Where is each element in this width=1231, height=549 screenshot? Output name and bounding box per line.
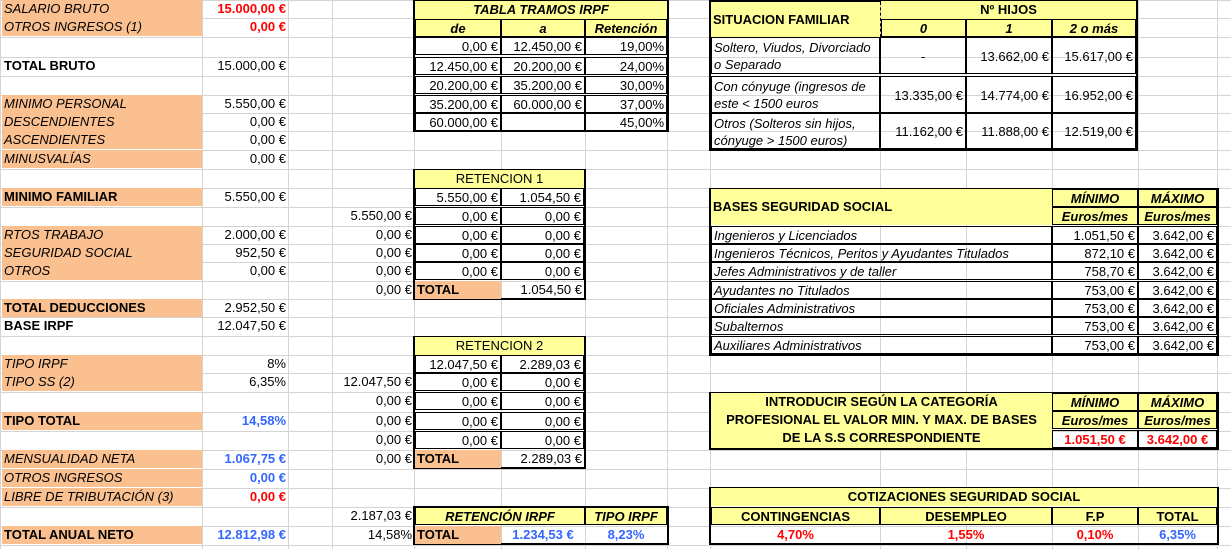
tramos-row-retencion: 19,00% bbox=[585, 37, 667, 55]
tramos-header-a: a bbox=[501, 19, 585, 37]
tramos-row-a: 12.450,00 € bbox=[501, 37, 585, 55]
tramos-row-a: 60.000,00 € bbox=[501, 95, 585, 113]
ascendientes-label: ASCENDIENTES bbox=[2, 131, 202, 149]
minusvalias-label: MINUSVALÍAS bbox=[2, 150, 202, 168]
intermediate-cell: 0,00 € bbox=[375, 263, 412, 278]
bases-row-max: 3.642,00 € bbox=[1138, 336, 1217, 354]
intermediate-cell: 5.550,00 € bbox=[350, 208, 412, 223]
tipo-ss-value: 6,35% bbox=[249, 374, 286, 389]
mensualidad-neta-label: MENSUALIDAD NETA bbox=[2, 450, 202, 468]
bases-row-min: 753,00 € bbox=[1052, 299, 1138, 317]
cotizaciones-header-total: TOTAL bbox=[1138, 507, 1217, 525]
bases-row-category: Auxiliares Administrativos bbox=[711, 336, 1052, 354]
libre-tributacion-value[interactable]: 0,00 € bbox=[249, 489, 286, 504]
retencion1-row-base: 0,00 € bbox=[415, 244, 501, 262]
salario-bruto-label: SALARIO BRUTO bbox=[2, 0, 202, 18]
tramos-header-de: de bbox=[415, 19, 501, 37]
cotizaciones-desempleo-value: 1,55% bbox=[947, 527, 985, 542]
bases-row-max: 3.642,00 € bbox=[1138, 262, 1217, 280]
cotizaciones-total-value: 6,35% bbox=[1159, 527, 1196, 542]
otros-ingresos2-label: OTROS INGRESOS bbox=[2, 469, 202, 487]
tramos-title: TABLA TRAMOS IRPF bbox=[415, 1, 667, 19]
resumen-tipo-value: 8,23% bbox=[607, 527, 645, 542]
retencion2-row-cuota: 0,00 € bbox=[501, 392, 584, 410]
mensualidad-neta-value: 1.067,75 € bbox=[224, 451, 286, 466]
retencion1-row-cuota: 0,00 € bbox=[501, 244, 584, 262]
cotizaciones-header-fp: F.P bbox=[1052, 507, 1138, 525]
bases-row-category: Subalternos bbox=[711, 317, 1052, 335]
cotizaciones-fp-value: 0,10% bbox=[1076, 527, 1114, 542]
resumen-header-retencion: RETENCIÓN IRPF bbox=[415, 507, 585, 525]
retencion1-row-base: 0,00 € bbox=[415, 262, 501, 280]
minimo-familiar-label: MINIMO FAMILIAR bbox=[2, 188, 202, 206]
familiar-title: SITUACION FAMILIAR bbox=[711, 2, 880, 37]
introducir-unit-max: Euros/mes bbox=[1138, 411, 1217, 429]
cotizaciones-header-desempleo: DESEMPLEO bbox=[880, 507, 1052, 525]
bases-row-max: 3.642,00 € bbox=[1138, 299, 1217, 317]
bases-row-category: Jefes Administrativos y de taller bbox=[711, 262, 1052, 280]
bases-row-max: 3.642,00 € bbox=[1138, 244, 1217, 262]
otros-ingresos-label: OTROS INGRESOS (1) bbox=[2, 18, 202, 36]
tipo-total-label: TIPO TOTAL bbox=[2, 412, 202, 430]
otros-value: 0,00 € bbox=[249, 263, 286, 278]
otros-ingresos-value[interactable]: 0,00 € bbox=[249, 19, 286, 34]
bases-row-min: 872,10 € bbox=[1052, 244, 1138, 262]
introducir-header-min: MÍNIMO bbox=[1052, 393, 1138, 411]
retencion2-row-base: 12.047,50 € bbox=[415, 355, 501, 373]
intermediate-cell: 0,00 € bbox=[375, 245, 412, 260]
rtos-trabajo-value: 2.000,00 € bbox=[224, 227, 286, 242]
total-anual-neto-value: 12.812,98 € bbox=[217, 527, 286, 542]
familiar-row-value: 11.888,00 € bbox=[966, 113, 1052, 149]
retencion2-row-base: 0,00 € bbox=[415, 373, 501, 391]
intermediate-cell: 14,58% bbox=[367, 527, 412, 542]
bases-row-category: Ingenieros Técnicos, Peritos y Ayudantes Titulados bbox=[711, 244, 1052, 262]
cotizaciones-contingencias-value: 4,70% bbox=[777, 527, 814, 542]
intermediate-cell: 0,00 € bbox=[375, 413, 412, 428]
familiar-row-label: Con cónyuge (ingresos de este < 1500 euros bbox=[711, 76, 880, 113]
retencion1-row-base: 0,00 € bbox=[415, 207, 501, 225]
familiar-hijos-header: Nº HIJOS bbox=[881, 1, 1136, 19]
total-bruto-label: TOTAL BRUTO bbox=[4, 58, 96, 73]
total-deducciones-label: TOTAL DEDUCCIONES bbox=[2, 299, 202, 317]
intermediate-cell: 2.187,03 € bbox=[350, 508, 412, 523]
familiar-col-0: 0 bbox=[881, 19, 966, 37]
bases-row-category: Ayudantes no Titulados bbox=[711, 281, 1052, 299]
resumen-header-tipo: TIPO IRPF bbox=[585, 507, 667, 525]
retencion2-row-base: 0,00 € bbox=[415, 412, 501, 430]
introducir-text bbox=[711, 393, 1052, 448]
bases-unit-min: Euros/mes bbox=[1052, 207, 1138, 225]
familiar-row-label: Otros (Solteros sin hijos, cónyuge > 1500 euros) bbox=[711, 113, 880, 149]
ascendientes-value: 0,00 € bbox=[249, 132, 286, 147]
tramos-row-retencion: 37,00% bbox=[585, 95, 667, 113]
tramos-row-de: 60.000,00 € bbox=[415, 113, 501, 131]
tramos-row-a bbox=[501, 113, 585, 131]
retencion2-row-base: 0,00 € bbox=[415, 392, 501, 410]
bases-row-category: Ingenieros y Licenciados bbox=[711, 226, 1052, 244]
bases-row-min: 753,00 € bbox=[1052, 281, 1138, 299]
familiar-row-value: 15.617,00 € bbox=[1052, 37, 1136, 74]
bases-row-category: Oficiales Administrativos bbox=[711, 299, 1052, 317]
familiar-row-value: 11.162,00 € bbox=[880, 113, 966, 149]
descendientes-label: DESCENDIENTES bbox=[2, 113, 202, 131]
retencion1-row-cuota: 0,00 € bbox=[501, 262, 584, 280]
otros-label: OTROS bbox=[2, 262, 202, 280]
seguridad-social-label: SEGURIDAD SOCIAL bbox=[2, 244, 202, 262]
intermediate-cell: 12.047,50 € bbox=[343, 374, 412, 389]
tramos-row-retencion: 30,00% bbox=[585, 76, 667, 94]
cotizaciones-title: COTIZACIONES SEGURIDAD SOCIAL bbox=[711, 488, 1217, 506]
retencion1-row-base: 5.550,00 € bbox=[415, 188, 501, 206]
cotizaciones-header-contingencias: CONTINGENCIAS bbox=[711, 507, 880, 525]
bases-title: BASES SEGURIDAD SOCIAL bbox=[711, 189, 1052, 225]
familiar-row-value: 16.952,00 € bbox=[1052, 76, 1136, 113]
introducir-line1: INTRODUCIR SEGÚN LA CATEGORÍA bbox=[765, 394, 998, 409]
total-anual-neto-label: TOTAL ANUAL NETO bbox=[2, 526, 202, 544]
minimo-personal-value: 5.550,00 € bbox=[224, 96, 286, 111]
tipo-ss-label: TIPO SS (2) bbox=[2, 373, 202, 391]
resumen-total-label: TOTAL bbox=[415, 526, 501, 544]
intermediate-cell: 0,00 € bbox=[375, 227, 412, 242]
bases-header-max: MÁXIMO bbox=[1138, 189, 1217, 207]
bases-row-min: 753,00 € bbox=[1052, 336, 1138, 354]
bases-row-max: 3.642,00 € bbox=[1138, 226, 1217, 244]
retencion2-row-base: 0,00 € bbox=[415, 431, 501, 449]
familiar-row-value: 12.519,00 € bbox=[1052, 113, 1136, 149]
tipo-total-value: 14,58% bbox=[241, 413, 286, 428]
tramos-row-a: 20.200,00 € bbox=[501, 57, 585, 75]
retencion2-title: RETENCION 2 bbox=[415, 337, 584, 355]
total-deducciones-value: 2.952,50 € bbox=[224, 300, 286, 315]
familiar-row-value: - bbox=[880, 37, 966, 74]
intermediate-cell: 0,00 € bbox=[375, 451, 412, 466]
introducir-min-input[interactable]: 1.051,50 € bbox=[1052, 430, 1138, 448]
retencion1-row-cuota: 0,00 € bbox=[501, 226, 584, 244]
retencion2-total-label: TOTAL bbox=[415, 450, 501, 468]
tramos-row-retencion: 45,00% bbox=[585, 113, 667, 131]
retencion1-row-cuota: 0,00 € bbox=[501, 207, 584, 225]
introducir-max-input[interactable]: 3.642,00 € bbox=[1138, 430, 1217, 448]
familiar-col-1: 1 bbox=[966, 19, 1052, 37]
resumen-retencion-value: 1.234,53 € bbox=[512, 527, 574, 542]
familiar-row-value: 13.662,00 € bbox=[966, 37, 1052, 74]
tramos-row-retencion: 24,00% bbox=[585, 57, 667, 75]
introducir-line2: PROFESIONAL EL VALOR MIN. Y MAX. DE BASES bbox=[726, 412, 1037, 427]
introducir-unit-min: Euros/mes bbox=[1052, 411, 1138, 429]
retencion1-total-value: 1.054,50 € bbox=[520, 282, 582, 297]
intermediate-cell: 0,00 € bbox=[375, 282, 412, 297]
tramos-row-de: 20.200,00 € bbox=[415, 76, 501, 94]
introducir-header-max: MÁXIMO bbox=[1138, 393, 1217, 411]
bases-row-max: 3.642,00 € bbox=[1138, 317, 1217, 335]
familiar-row-value: 14.774,00 € bbox=[966, 76, 1052, 113]
bases-row-max: 3.642,00 € bbox=[1138, 281, 1217, 299]
retencion1-row-cuota: 1.054,50 € bbox=[501, 188, 584, 206]
bases-row-min: 1.051,50 € bbox=[1052, 226, 1138, 244]
retencion2-row-cuota: 0,00 € bbox=[501, 412, 584, 430]
retencion1-row-base: 0,00 € bbox=[415, 226, 501, 244]
rtos-trabajo-label: RTOS TRABAJO bbox=[2, 226, 202, 244]
minimo-familiar-value: 5.550,00 € bbox=[224, 189, 286, 204]
bases-row-min: 758,70 € bbox=[1052, 262, 1138, 280]
intermediate-cell: 0,00 € bbox=[375, 393, 412, 408]
tipo-irpf-value: 8% bbox=[267, 356, 286, 371]
tramos-row-de: 0,00 € bbox=[415, 37, 501, 55]
retencion2-row-cuota: 0,00 € bbox=[501, 431, 584, 449]
minusvalias-value: 0,00 € bbox=[249, 151, 286, 166]
tramos-row-de: 35.200,00 € bbox=[415, 95, 501, 113]
introducir-line3: DE LA S.S CORRESPONDIENTE bbox=[782, 430, 981, 445]
retencion2-row-cuota: 2.289,03 € bbox=[501, 355, 584, 373]
retencion1-title: RETENCION 1 bbox=[415, 170, 584, 188]
descendientes-value: 0,00 € bbox=[249, 114, 286, 129]
bases-header-min: MÍNIMO bbox=[1052, 189, 1138, 207]
bases-unit-max: Euros/mes bbox=[1138, 207, 1217, 225]
familiar-row-value: 13.335,00 € bbox=[880, 76, 966, 113]
total-bruto-value: 15.000,00 € bbox=[217, 58, 286, 73]
retencion2-total-value: 2.289,03 € bbox=[520, 451, 582, 466]
otros-ingresos2-value: 0,00 € bbox=[249, 470, 286, 485]
libre-tributacion-label: LIBRE DE TRIBUTACIÓN (3) bbox=[2, 488, 202, 506]
minimo-personal-label: MINIMO PERSONAL bbox=[2, 95, 202, 113]
base-irpf-label: BASE IRPF bbox=[4, 318, 74, 333]
tramos-row-a: 35.200,00 € bbox=[501, 76, 585, 94]
intermediate-cell: 0,00 € bbox=[375, 432, 412, 447]
tramos-row-de: 12.450,00 € bbox=[415, 57, 501, 75]
tipo-irpf-label: TIPO IRPF bbox=[2, 355, 202, 373]
salario-bruto-value[interactable]: 15.000,00 € bbox=[217, 1, 286, 16]
base-irpf-value: 12.047,50 € bbox=[217, 318, 286, 333]
bases-row-min: 753,00 € bbox=[1052, 317, 1138, 335]
tramos-header-retencion: Retención bbox=[585, 19, 667, 37]
familiar-row-label: Soltero, Viudos, Divorciado o Separado bbox=[711, 37, 880, 74]
retencion1-total-label: TOTAL bbox=[415, 281, 501, 299]
retencion2-row-cuota: 0,00 € bbox=[501, 373, 584, 391]
seguridad-social-value: 952,50 € bbox=[235, 245, 286, 260]
familiar-col-2: 2 o más bbox=[1052, 19, 1136, 37]
